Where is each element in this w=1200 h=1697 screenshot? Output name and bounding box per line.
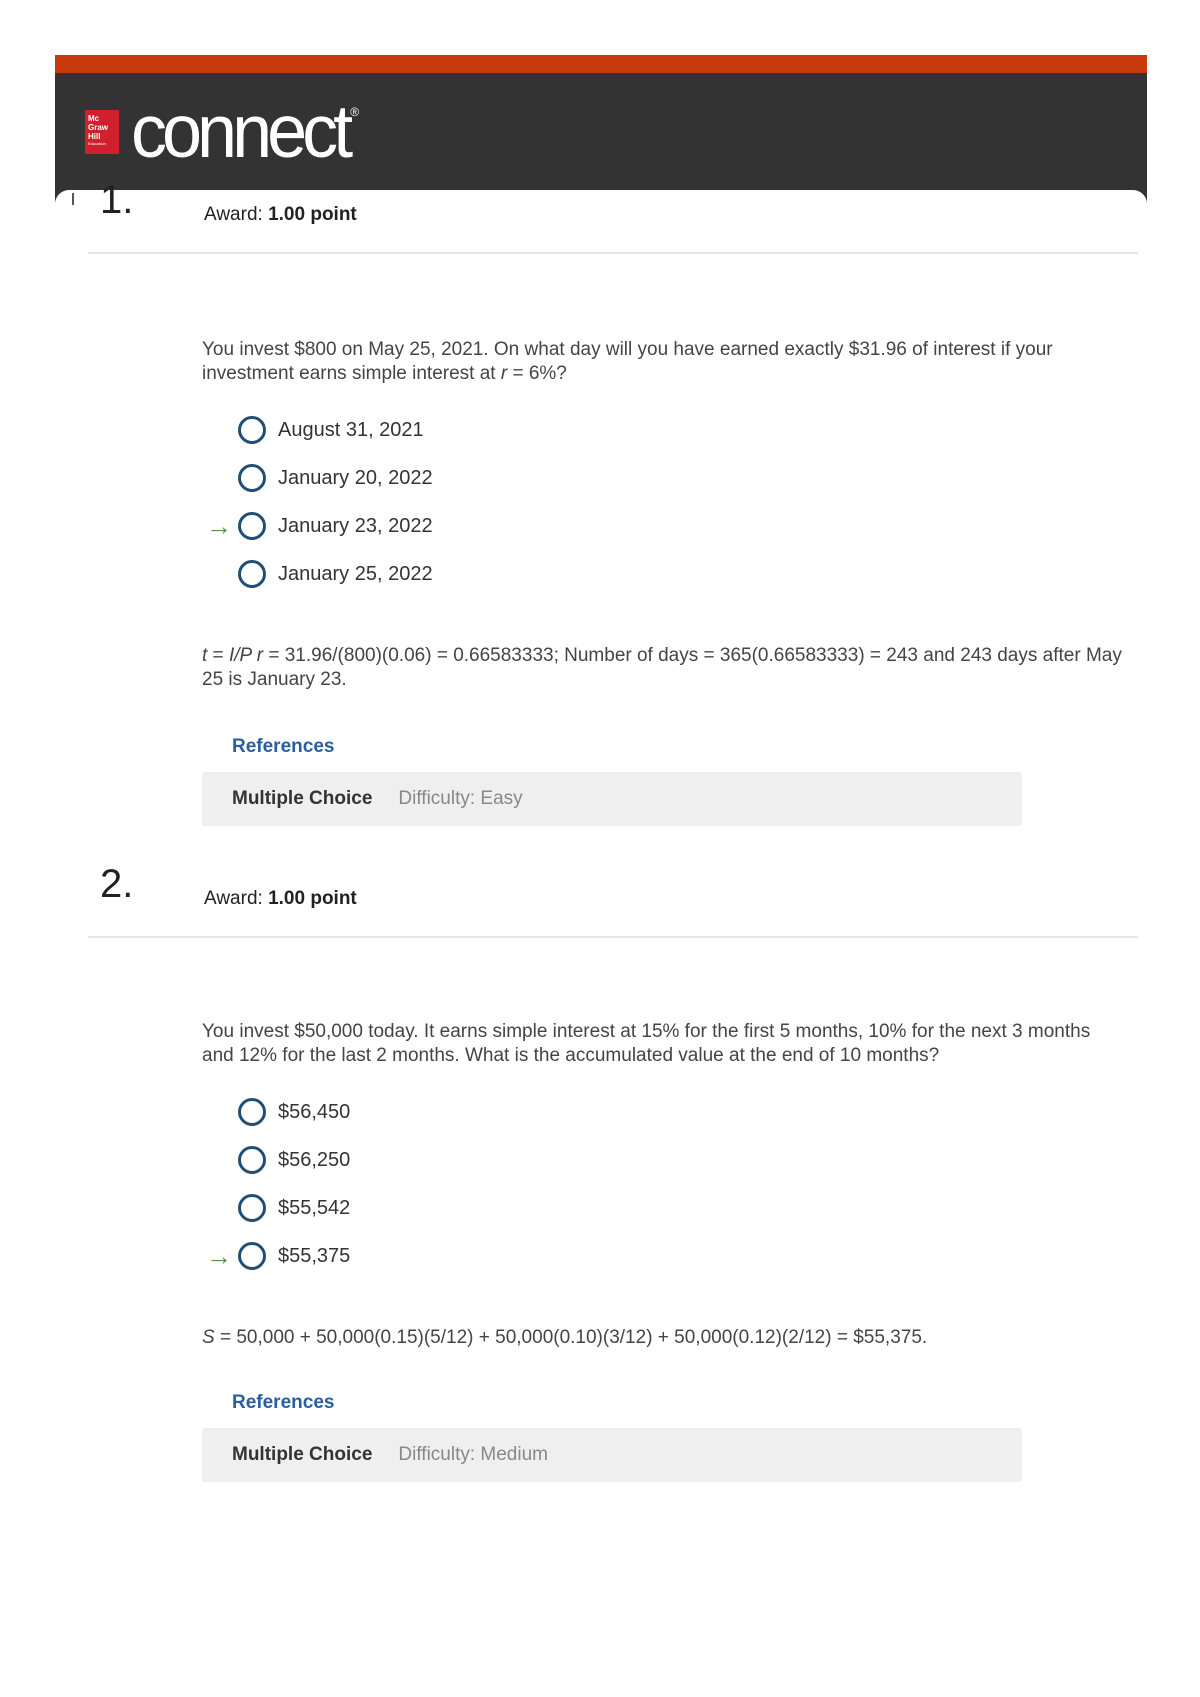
references-link[interactable]: References: [232, 736, 335, 757]
question-header: [88, 170, 1138, 254]
answer-option[interactable]: [202, 462, 433, 494]
question-1: [88, 170, 1138, 810]
option-label: $55,542: [278, 1196, 351, 1219]
radio-button[interactable]: [238, 1146, 266, 1174]
award-value: 1.00 point: [268, 204, 357, 225]
radio-button[interactable]: [238, 512, 266, 540]
answer-option[interactable]: [202, 1192, 350, 1224]
difficulty-label: Difficulty: Easy: [398, 788, 523, 809]
option-label: $55,375: [278, 1244, 351, 1267]
option-label: January 25, 2022: [278, 562, 433, 585]
answer-option[interactable]: [202, 558, 433, 590]
answer-option-correct[interactable]: [202, 510, 433, 542]
option-label: $56,250: [278, 1148, 351, 1171]
explanation-text: t = I/P r = 31.96/(800)(0.06) = 0.66583333; Number of days = 365(0.66583333) = 243 and 243 days after May 25 is January 23.: [202, 645, 1122, 690]
question-meta: [202, 772, 1022, 826]
correct-arrow-icon: →: [206, 1241, 232, 1271]
question-meta: [202, 1428, 1022, 1482]
award-text: Award: 1.00 point: [204, 888, 357, 909]
option-label: $56,450: [278, 1100, 351, 1123]
option-label: August 31, 2021: [278, 418, 424, 441]
radio-button[interactable]: [238, 1242, 266, 1270]
option-label: January 23, 2022: [278, 514, 433, 537]
question-text: You invest $800 on May 25, 2021. On what day will you have earned exactly $31.96 of interest if your investment earns simple interest at r = 6%?: [202, 339, 1053, 384]
question-type: Multiple Choice: [232, 788, 373, 809]
difficulty-label: Difficulty: Medium: [398, 1444, 548, 1465]
brand-logo: [85, 90, 360, 174]
answer-option[interactable]: [202, 1096, 350, 1128]
question-type: Multiple Choice: [232, 1444, 373, 1465]
radio-button[interactable]: [238, 560, 266, 588]
radio-button[interactable]: [238, 416, 266, 444]
app-name: connect: [131, 90, 349, 174]
explanation-text: S = 50,000 + 50,000(0.15)(5/12) + 50,000(0.10)(3/12) + 50,000(0.12)(2/12) = $55,375.: [202, 1327, 928, 1348]
question-number: 2.: [100, 862, 134, 906]
correct-arrow-icon: →: [206, 511, 232, 541]
radio-button[interactable]: [238, 1098, 266, 1126]
references-link[interactable]: References: [232, 1392, 335, 1413]
option-label: January 20, 2022: [278, 466, 433, 489]
header-accent-stripe: [55, 55, 1147, 73]
award-text: Award: 1.00 point: [204, 204, 357, 225]
registered-mark: ®: [350, 105, 360, 119]
answer-option[interactable]: [202, 414, 424, 446]
radio-button[interactable]: [238, 464, 266, 492]
answer-option[interactable]: [202, 1144, 350, 1176]
award-value: 1.00 point: [268, 888, 357, 909]
card-edge: [72, 193, 74, 205]
question-text: You invest $50,000 today. It earns simple interest at 15% for the first 5 months, 10% for the next 3 months and 12% for the last 2 months. What is the accumulated value at the end of 10 months?: [202, 1021, 1091, 1066]
question-number: 1.: [100, 178, 134, 222]
answer-option-correct[interactable]: [202, 1240, 350, 1272]
mcgraw-hill-logo: Mc Graw Hill Education: [85, 110, 119, 154]
question-2: [88, 854, 1138, 1514]
radio-button[interactable]: [238, 1194, 266, 1222]
question-header: [88, 854, 1138, 938]
